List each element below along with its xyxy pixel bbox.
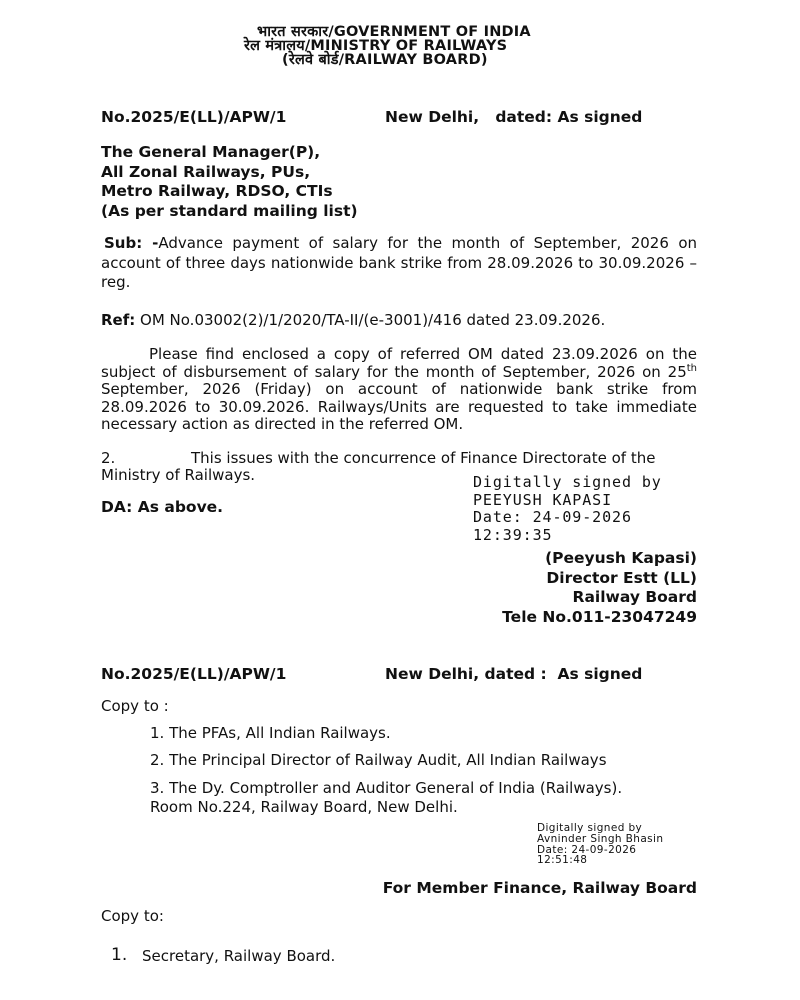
header-board: (रेलवे बोर्ड/RAILWAY BOARD) xyxy=(282,52,488,68)
copy-letter-number: No.2025/E(LL)/APW/1 xyxy=(101,665,287,683)
enclosure-note: DA: As above. xyxy=(101,498,224,516)
signature-line: Avninder Singh Bhasin xyxy=(537,832,664,845)
signature-line: 12:39:35 xyxy=(473,525,553,544)
signature-line: 12:51:48 xyxy=(537,854,588,867)
copy-item: 2. The Principal Director of Railway Audit, All Indian Railways xyxy=(150,751,607,769)
signature-line: Digitally signed by xyxy=(473,473,662,491)
copy-item: 1. The PFAs, All Indian Railways. xyxy=(150,724,391,742)
signature-line: Date: 24-09-2026 xyxy=(537,843,637,856)
reference xyxy=(101,311,605,329)
paragraph-2-text: This issues with the concurrence of Finance Directorate of the xyxy=(191,449,656,467)
subject-label: Sub: - xyxy=(104,234,159,252)
reference-text: OM No.03002(2)/1/2020/TA-II/(e-3001)/416 dated 23.09.2026. xyxy=(140,311,606,329)
header-government: भारत सरकार/GOVERNMENT OF INDIA xyxy=(257,24,531,40)
addressee-line: The General Manager(P), xyxy=(101,143,321,161)
signatory-block xyxy=(502,549,697,627)
signatory-office: Railway Board xyxy=(572,588,697,606)
signatory-name: (Peeyush Kapasi) xyxy=(545,549,697,567)
signatory-phone: Tele No.011-23047249 xyxy=(502,607,697,626)
reference-label: Ref: xyxy=(101,311,136,329)
subject-text: Advance payment of salary for the month of September, 2026 on account of three days nationwide bank strike from 28.09.2026 to 30.09.2026 – reg. xyxy=(101,234,698,291)
copy-to-label: Copy to : xyxy=(101,697,169,715)
signature-line: Digitally signed by xyxy=(537,822,643,834)
addressee-line: (As per standard mailing list) xyxy=(101,201,358,220)
signature-line: Date: 24-09-2026 xyxy=(473,508,632,526)
ordinal-suffix: th xyxy=(686,362,697,374)
signature-line: PEEYUSH KAPASI xyxy=(473,490,613,509)
for-member-finance: For Member Finance, Railway Board xyxy=(382,879,697,897)
letter-number: No.2025/E(LL)/APW/1 xyxy=(101,108,287,126)
signatory-designation: Director Estt (LL) xyxy=(546,568,697,587)
paragraph-2-number: 2. xyxy=(101,449,116,467)
digital-signature-stamp-2 xyxy=(537,823,663,866)
paragraph-2-line2: Ministry of Railways. xyxy=(101,466,256,484)
addressee-line: All Zonal Railways, PUs, xyxy=(101,162,311,181)
addressee-line: Metro Railway, RDSO, CTIs xyxy=(101,182,333,200)
paragraph-1-part-a: Please find enclosed a copy of referred OM dated 23.09.2026 on the subject of disbursement of salary for the month of September, 2026 on 25 xyxy=(101,345,697,381)
letter-date: New Delhi, dated: As signed xyxy=(385,108,643,126)
digital-signature-stamp xyxy=(473,474,662,544)
header-ministry: रेल मंत्रालय/MINISTRY OF RAILWAYS xyxy=(244,38,508,54)
paragraph-1 xyxy=(101,346,697,434)
copy2-item-number: 1. xyxy=(111,945,128,965)
subject xyxy=(101,234,697,293)
paragraph-1-part-b: September, 2026 (Friday) on account of nationwide bank strike from 28.09.2026 to 30.09.2026. Railways/Units are requested to take immediate necessary action as directed in the referred OM. xyxy=(101,380,697,434)
copy-item: 3. The Dy. Comptroller and Auditor General of India (Railways). xyxy=(150,779,623,797)
copy-to-label-2: Copy to: xyxy=(101,907,164,925)
copy-letter-date: New Delhi, dated : As signed xyxy=(385,665,643,683)
copy2-item-text: Secretary, Railway Board. xyxy=(142,947,336,965)
copy-item-continuation: Room No.224, Railway Board, New Delhi. xyxy=(150,798,458,816)
addressee-block xyxy=(101,143,358,221)
